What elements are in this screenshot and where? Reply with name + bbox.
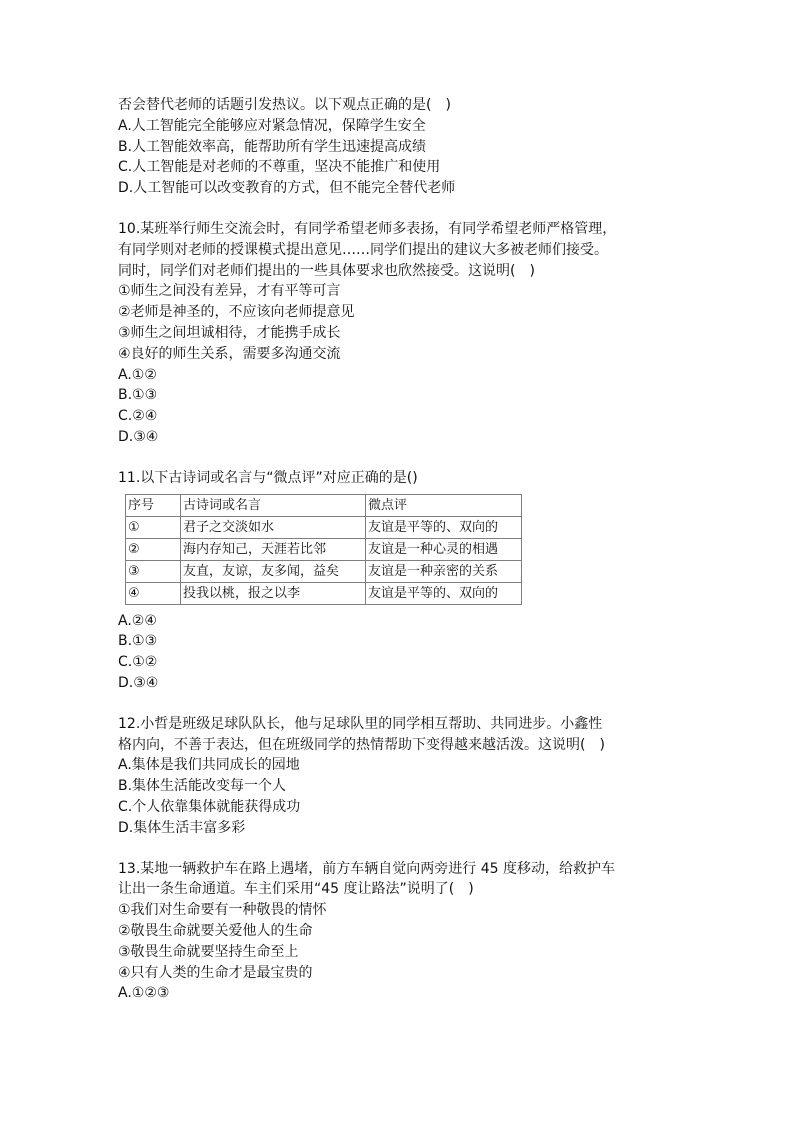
- option-b: B.人工智能效率高，能帮助所有学生迅速提高成绩: [118, 138, 427, 155]
- table-cell: 友谊是平等的、双向的: [366, 516, 522, 538]
- option-d: D.人工智能可以改变教育的方式，但不能完全替代老师: [118, 180, 456, 197]
- table-header-cell: 微点评: [366, 494, 522, 516]
- table-cell: ①: [126, 516, 181, 538]
- table-cell: 友谊是平等的、双向的: [366, 582, 522, 604]
- option-a: A.集体是我们共同成长的园地: [118, 757, 300, 774]
- option-d: D.③④: [118, 674, 159, 691]
- table-row: [126, 538, 522, 560]
- table-cell: 投我以桃，报之以李: [181, 582, 366, 604]
- question-13-stem-line: 13.某地一辆救护车在路上遇堵，前方车辆自觉向两旁进行 45 度移动，给救护车: [118, 860, 615, 877]
- statement-3: ③敬畏生命就要坚持生命至上: [118, 943, 299, 960]
- option-b: B.①③: [118, 633, 158, 650]
- option-c: C.①②: [118, 654, 158, 671]
- statement-1: ①我们对生命要有一种敬畏的情怀: [118, 902, 327, 919]
- table-cell: 友谊是一种心灵的相遇: [366, 538, 522, 560]
- question-13-stem-line: 让出一条生命通道。车主们采用“45 度让路法”说明了( ): [118, 881, 474, 898]
- option-a: A.①②③: [118, 985, 170, 1002]
- table-cell: ④: [126, 582, 181, 604]
- option-a: A.①②: [118, 366, 157, 383]
- question-11-stem: 11.以下古诗词或名言与“微点评”对应正确的是(): [118, 469, 418, 486]
- table-row: [126, 516, 522, 538]
- question-12-stem-line: 格内向，不善于表达，但在班级同学的热情帮助下变得越来越活泼。这说明( ): [118, 736, 605, 753]
- table-cell: 君子之交淡如水: [181, 516, 366, 538]
- statement-2: ②老师是神圣的，不应该向老师提意见: [118, 304, 355, 321]
- option-b: B.集体生活能改变每一个人: [118, 778, 287, 795]
- table-header-row: [126, 494, 522, 516]
- table-cell: ③: [126, 560, 181, 582]
- question-12: [118, 714, 698, 839]
- question-11: [118, 468, 698, 694]
- question-9-stem: 否会替代老师的话题引发热议。以下观点正确的是( ): [118, 97, 451, 113]
- question-12-stem-line: 12.小哲是班级足球队队长，他与足球队里的同学相互帮助、共同进步。小鑫性: [118, 715, 603, 732]
- statement-2: ②敬畏生命就要关爱他人的生命: [118, 922, 313, 939]
- table-row: [126, 582, 522, 604]
- poem-comment-table: [125, 494, 522, 605]
- table-header-cell: 序号: [126, 494, 181, 516]
- question-10-stem-line: 10.某班举行师生交流会时，有同学希望老师多表扬，有同学希望老师严格管理，: [118, 220, 617, 237]
- table-cell: 友谊是一种亲密的关系: [366, 560, 522, 582]
- option-c: C.人工智能是对老师的不尊重，坚决不能推广和使用: [118, 159, 441, 176]
- option-a: A.人工智能完全能够应对紧急情况，保障学生安全: [118, 117, 426, 134]
- option-c: C.②④: [118, 408, 158, 425]
- statement-3: ③师生之间坦诚相待，才能携手成长: [118, 324, 341, 341]
- question-10-stem-line: 有同学则对老师的授课模式提出意见……同学们提出的建议大多被老师们接受。: [118, 241, 608, 258]
- option-d: D.集体生活丰富多彩: [118, 819, 246, 836]
- table-cell: ②: [126, 538, 181, 560]
- option-d: D.③④: [118, 428, 159, 445]
- statement-1: ①师生之间没有差异，才有平等可言: [118, 283, 341, 300]
- option-a: A.②④: [118, 612, 157, 629]
- table-header-cell: 古诗词或名言: [181, 494, 366, 516]
- option-b: B.①③: [118, 387, 158, 404]
- question-13: [118, 859, 698, 1005]
- table-cell: 海内存知己，天涯若比邻: [181, 538, 366, 560]
- question-9: [118, 95, 698, 199]
- table-cell: 友直，友谅，友多闻，益矣: [181, 560, 366, 582]
- statement-4: ④良好的师生关系，需要多沟通交流: [118, 345, 341, 362]
- option-c: C.个人依靠集体就能获得成功: [118, 798, 301, 815]
- question-10-stem-line: 同时，同学们对老师们提出的一些具体要求也欣然接受。这说明( ): [118, 262, 535, 279]
- exam-page: [118, 95, 698, 1004]
- table-row: [126, 560, 522, 582]
- statement-4: ④只有人类的生命才是最宝贵的: [118, 964, 313, 981]
- question-10: [118, 219, 698, 448]
